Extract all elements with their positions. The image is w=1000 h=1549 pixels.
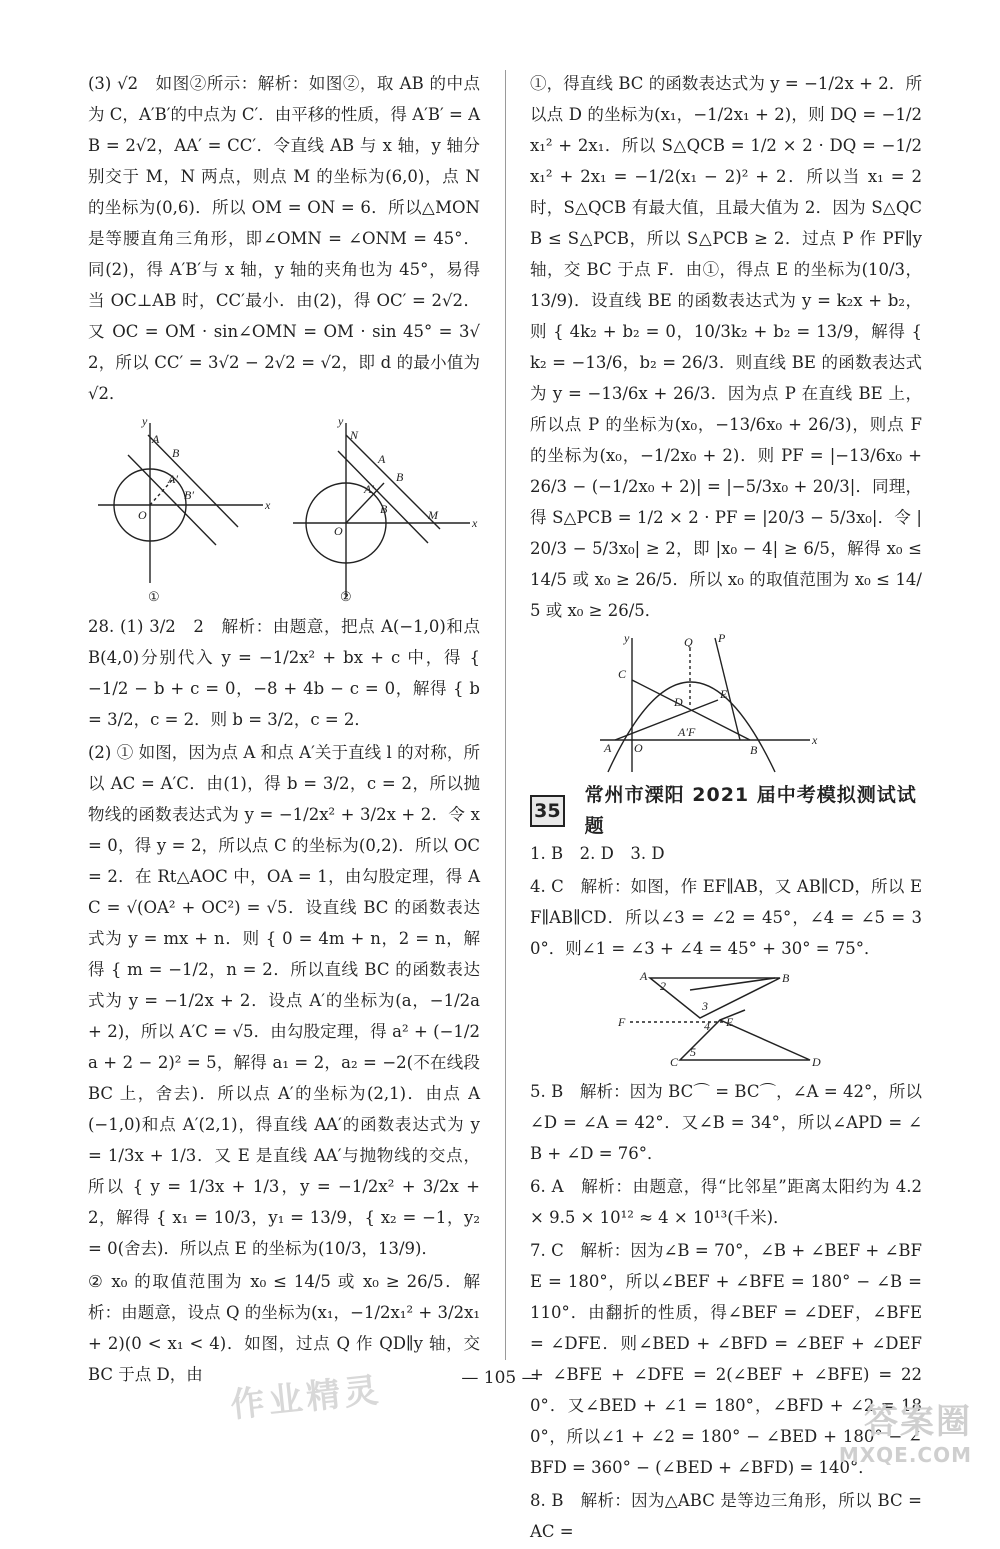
svg-text:x: x [812, 733, 818, 747]
svg-text:Q: Q [684, 635, 693, 649]
svg-text:x: x [472, 516, 478, 530]
answer-28-1: 28. (1) 3/2 2 解析：由题意，把点 A(−1,0)和点 B(4,0)分别代入 y = −1/2x² + bx + c 中，得 { −1/2 − b + c = 0，−8 + 4b − c = 0，解得 { b = 3/2，c = 2．则 b = 3/2，c = 2． [88, 617, 480, 729]
svg-text:D: D [674, 695, 683, 709]
svg-text:2: 2 [660, 979, 666, 993]
svg-text:P: P [718, 632, 726, 645]
answer-5: 5. B 解析：因为 BC⌒ = BC⌒，∠A = 42°，所以∠D = ∠A = 42°．又∠B = 34°，所以∠APD = ∠B + ∠D = 76°． [530, 1082, 922, 1163]
figure-label-2: ② [340, 590, 352, 605]
svg-text:C: C [670, 1055, 679, 1069]
figure-parallel-lines [570, 970, 962, 1070]
site-watermark [839, 1394, 972, 1467]
right-column [530, 68, 922, 1549]
svg-text:4: 4 [704, 1019, 710, 1033]
svg-text:E: E [720, 687, 728, 701]
answer-27-3: (3) √2 如图②所示：解析：如图②，取 AB 的中点为 C，A′B′的中点为 C′．由平移的性质，得 A′B′ = AB = 2√2，AA′ = CC′．令直线 AB 与 x 轴，y 轴分别交于 M，N 两点，则点 M 的坐标为(6,0)，点 N 的坐标为(0,6)．所以 OM = ON = 6．所以△MON 是等腰直角三角形，即∠OMN = ∠ONM = 45°．同(2)，得 A′B′与 x 轴，y 轴的夹角也为 45°，易得当 OC⊥AB 时，CC′最小．由(2)，得 OC′ = 2√2．又 OC = OM · sin∠OMN = OM · sin 45° = 3√2，所以 CC′ = 3√2 − 2√2 = √2，即 d 的最小值为√2． [88, 74, 480, 403]
answer-28-2-1: (2) ① 如图，因为点 A 和点 A′关于直线 l 的对称，所以 AC = A′C．由(1)，得 b = 3/2，c = 2，所以抛物线的函数表达式为 y = −1/2x² + 3/2x + 2．令 x = 0，得 y = 2，所以点 C 的坐标为(0,2)．所以 OC = 2．在 Rt△AOC 中，OA = 1，由勾股定理，得 AC = √(OA² + OC²) = √5．设直线 BC 的函数表达式为 y = mx + n．则 { 0 = 4m + n，2 = n，解得 { m = −1/2，n = 2．所以直线 BC 的函数表达式为 y = −1/2x + 2．设点 A′的坐标为(a，−1/2a + 2)，所以 A′C = √5．由勾股定理，得 a² + (−1/2a + 2 − 2)² = 5，解得 a₁ = 2，a₂ = −2(不在线段 BC 上，舍去)．所以点 A′的坐标为(2,1)．由点 A(−1,0)和点 A′(2,1)，得直线 AA′的函数表达式为 y = 1/3x + 1/3．又 E 是直线 AA′与抛物线的交点，所以 { y = 1/3x + 1/3，y = −1/2x² + 3/2x + 2，解得 { x₁ = 10/3，y₁ = 13/9，{ x₂ = −1，y₂ = 0(舍去)．所以点 E 的坐标为(10/3，13/9)． [88, 743, 480, 1258]
svg-text:A′: A′ [168, 472, 178, 486]
answer-7: 7. C 解析：因为∠B = 70°，∠B + ∠BEF + ∠BFE = 180°，所以∠BEF + ∠BFE = 180° − ∠B = 110°．由翻折的性质，得∠BEF = ∠DEF，∠BFE = ∠DFE．则∠BED + ∠BFD = ∠BEF + ∠DEF + ∠BFE + ∠DFE = 2(∠BEF + ∠BFE) = 220°．又∠BED + ∠1 = 180°，∠BFD + ∠2 = 180°，所以∠1 + ∠2 = 180° − ∠BED + 180° − ∠BFD = 360° − (∠BED + ∠BFD) = 140°． [530, 1241, 922, 1477]
svg-text:A: A [152, 432, 160, 446]
svg-text:3: 3 [702, 999, 708, 1013]
answer-1-3: 1. B 2. D 3. D [530, 844, 665, 863]
svg-text:M: M [428, 508, 438, 522]
answer-6: 6. A 解析：由题意，得“比邻星”距离太阳约为 4.2 × 9.5 × 10¹² ≈ 4 × 10¹³(千米)． [530, 1177, 922, 1227]
answer-28-2-2: ② x₀ 的取值范围为 x₀ ≤ 14/5 或 x₀ ≥ 26/5．解析：由题意，设点 Q 的坐标为(x₁，−1/2x₁² + 3/2x₁ + 2)(0 < x₁ < 4)．如图，过点 Q 作 QD∥y 轴，交 BC 于点 D，由 [88, 1272, 480, 1384]
svg-text:D: D [812, 1055, 821, 1069]
answer-8: 8. B 解析：因为△ABC 是等边三角形，所以 BC = AC = [530, 1491, 922, 1541]
svg-text:C: C [618, 667, 627, 681]
figure-circle-translation [88, 415, 480, 605]
svg-text:F: F [618, 1015, 626, 1029]
svg-text:A: A [640, 970, 648, 983]
column-divider [505, 70, 506, 1360]
svg-text:B: B [782, 971, 790, 985]
section-number: 35 [530, 795, 565, 827]
page-number: — 105 — [461, 1368, 539, 1388]
svg-text:O: O [634, 741, 643, 755]
svg-text:y: y [142, 415, 148, 428]
svg-text:B′: B′ [184, 488, 194, 502]
svg-text:B: B [396, 470, 404, 484]
left-column [88, 68, 480, 1392]
svg-text:A′: A′ [364, 482, 374, 496]
svg-text:B: B [380, 502, 388, 516]
svg-text:B: B [750, 743, 758, 757]
section-header [530, 784, 922, 837]
figure-parabola [590, 632, 982, 782]
svg-text:N: N [350, 428, 359, 442]
svg-text:A: A [378, 452, 386, 466]
svg-text:B: B [172, 446, 180, 460]
svg-text:E: E [726, 1015, 734, 1029]
watermark-main: 答案圈 [864, 1402, 972, 1442]
section-title: 常州市溧阳 2021 届中考模拟测试试题 [584, 784, 917, 837]
svg-text:O: O [334, 524, 343, 538]
figure-label-1: ① [148, 590, 160, 605]
answer-4: 4. C 解析：如图，作 EF∥AB，又 AB∥CD，所以 EF∥AB∥CD．所以∠3 = ∠2 = 45°，∠4 = ∠5 = 30°．则∠1 = ∠3 + ∠4 = 45° + 30° = 75°． [530, 877, 922, 958]
answer-28-2-2-cont: ①，得直线 BC 的函数表达式为 y = −1/2x + 2．所以点 D 的坐标为(x₁，−1/2x₁ + 2)，则 DQ = −1/2x₁² + 2x₁．所以 S△QCB = 1/2 × 2 · DQ = −1/2x₁² + 2x₁ = −1/2(x₁ − 2)² + 2．所以当 x₁ = 2 时，S△QCB 有最大值，且最大值为 2．因为 S△QCB ≤ S△PCB，所以 S△PCB ≥ 2．过点 P 作 PF∥y 轴，交 BC 于点 F．由①，得点 E 的坐标为(10/3，13/9)．设直线 BE 的函数表达式为 y = k₂x + b₂，则 { 4k₂ + b₂ = 0，10/3k₂ + b₂ = 13/9，解得 { k₂ = −13/6，b₂ = 26/3．则直线 BE 的函数表达式为 y = −13/6x + 26/3．因为点 P 在直线 BE 上，所以点 P 的坐标为(x₀，−13/6x₀ + 26/3)，则点 F 的坐标为(x₀，−1/2x₀ + 2)．则 PF = |−13/6x₀ + 26/3 − (−1/2x₀ + 2)| = |−5/3x₀ + 20/3|．同理，得 S△PCB = 1/2 × 2 · PF = |20/3 − 5/3x₀|．令 |20/3 − 5/3x₀| ≥ 2，即 |x₀ − 4| ≥ 6/5，解得 x₀ ≤ 14/5 或 x₀ ≥ 26/5．所以 x₀ 的取值范围为 x₀ ≤ 14/5 或 x₀ ≥ 26/5． [530, 74, 922, 620]
svg-text:x: x [265, 498, 271, 512]
svg-text:A: A [604, 741, 612, 755]
watermark-url: MXQE.COM [838, 1443, 972, 1467]
svg-text:A′F: A′F [678, 725, 696, 739]
svg-text:y: y [624, 632, 630, 645]
svg-text:O: O [138, 508, 147, 522]
svg-text:y: y [338, 415, 344, 428]
svg-text:5: 5 [690, 1045, 696, 1059]
stamp-watermark: 作业精灵 [228, 1370, 385, 1426]
